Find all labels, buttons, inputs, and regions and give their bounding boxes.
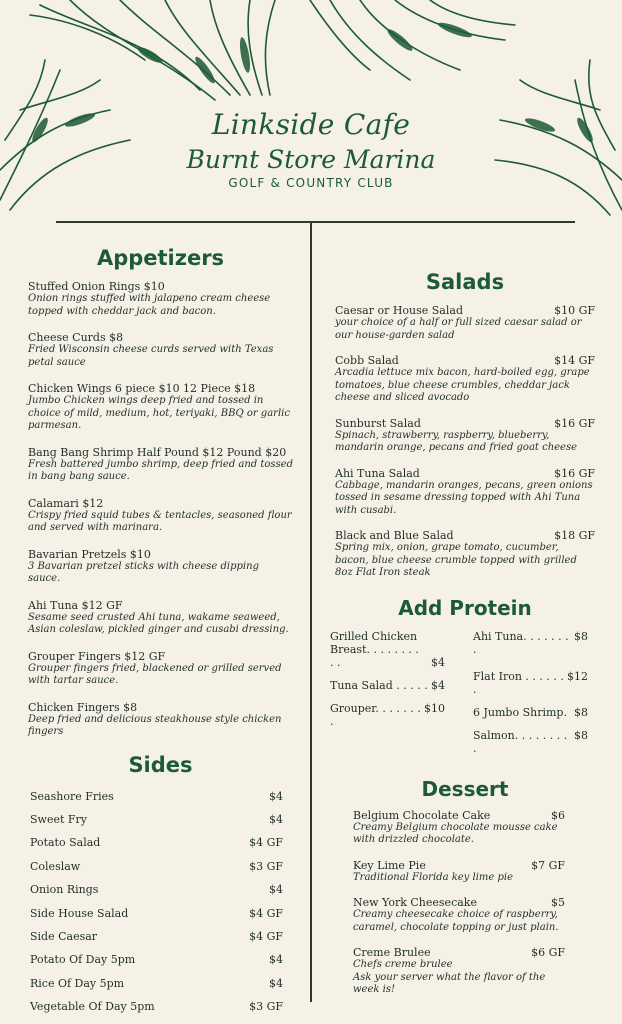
appetizer-item [28, 280, 293, 318]
protein-price: $8 [574, 629, 588, 643]
appetizer-desc: Fresh battered jumbo shrimp, deep fried and tossed in bang bang sauce. [28, 458, 293, 482]
protein-item [473, 670, 588, 696]
salad-name: Cobb Salad [335, 354, 399, 367]
protein-item [330, 702, 445, 728]
protein-item [473, 706, 588, 719]
appetizer-name: Chicken Wings 6 piece $10 12 Piece $18 [28, 382, 256, 395]
dessert-name: New York Cheesecake [353, 896, 477, 909]
protein-list [330, 630, 588, 765]
salads-title: Salads [425, 270, 505, 294]
side-item [30, 855, 293, 878]
protein-price: $8 [574, 728, 588, 742]
protein-item [473, 729, 588, 755]
appetizer-desc: Deep fried and delicious steakhouse style chicken fingers [28, 713, 282, 737]
protein-price: $10 [424, 701, 445, 715]
marina-name: Burnt Store Marina [186, 145, 436, 174]
protein-name: Grouper. . . . . . . . [330, 701, 421, 728]
side-name: Onion Rings [30, 883, 99, 897]
salad-desc: Cabbage, mandarin oranges, pecans, green onions tossed in sesame dressing topped with Ahi Tuna with cusabi. [335, 479, 593, 516]
side-price: $4 [269, 789, 283, 803]
appetizers-title: Appetizers [96, 246, 225, 270]
salad-name: Caesar or House Salad [335, 304, 463, 317]
protein-price: $4 [431, 678, 445, 692]
protein-name: Grilled Chicken Breast. . . . . . . . . . [330, 629, 419, 669]
dessert-title: Dessert [421, 776, 509, 801]
cafe-name: Linkside Cafe [211, 108, 411, 141]
dessert-price: $5 [551, 896, 565, 909]
dessert-item [353, 859, 595, 885]
side-item [30, 878, 293, 901]
appetizer-name: Calamari $12 [28, 496, 104, 510]
appetizer-item [28, 331, 293, 369]
side-name: Side Caesar [30, 930, 98, 944]
dessert-price: $7 GF [531, 858, 565, 872]
appetizer-name: Chicken Fingers $8 [28, 700, 138, 714]
protein-price: $8 [574, 705, 588, 719]
header [0, 108, 622, 190]
side-item [30, 785, 293, 808]
side-name: Sweet Fry [30, 813, 87, 827]
side-price: $4 [269, 813, 283, 827]
dessert-desc: Creamy Belgium chocolate mousse cake with drizzled chocolate. [353, 821, 558, 845]
protein-item [330, 679, 445, 692]
protein-title: Add Protein [398, 595, 532, 620]
salad-desc: Spring mix, onion, grape tomato, cucumber, bacon, blue cheese crumble topped with grilled 8oz Flat Iron steak [335, 542, 577, 578]
protein-price: $12 [567, 669, 588, 683]
side-item [30, 972, 293, 995]
sides-title: Sides [128, 752, 193, 777]
dessert-price: $6 GF [531, 946, 565, 959]
side-item [30, 925, 293, 948]
appetizers-list [28, 280, 293, 739]
side-price: $4 [269, 976, 283, 990]
dessert-list [335, 809, 595, 997]
dessert-desc: Chefs creme brulee Ask your server what the flavor of the week is! [353, 959, 546, 995]
salad-item [335, 467, 595, 518]
appetizer-name: Stuffed Onion Rings $10 [28, 280, 165, 293]
appetizer-desc: Jumbo Chicken wings deep fried and tossed in choice of mild, medium, hot, teriyaki, BBQ or garlic parmesan. [28, 395, 290, 431]
salad-item [335, 417, 595, 455]
salad-price: $16 GF [554, 466, 595, 480]
dessert-desc: Traditional Florida key lime pie [353, 871, 514, 883]
side-name: Side House Salad [30, 906, 129, 920]
appetizer-desc: Onion rings stuffed with jalapeno cream cheese topped with cheddar jack and bacon. [28, 293, 271, 317]
appetizer-item [28, 382, 293, 433]
salad-name: Sunburst Salad [335, 416, 421, 430]
appetizer-desc: Fried Wisconsin cheese curds served with Texas petal sauce [28, 344, 274, 368]
dessert-name: Creme Brulee [353, 946, 431, 959]
salads-list [335, 304, 595, 580]
protein-name: Tuna Salad . . . . . [330, 678, 428, 692]
side-item [30, 808, 293, 831]
dessert-item [353, 896, 595, 934]
side-name: Seashore Fries [30, 789, 114, 803]
salad-item [335, 529, 595, 580]
dessert-item [353, 809, 595, 847]
side-name: Potato Salad [30, 836, 101, 850]
salad-name: Ahi Tuna Salad [335, 466, 420, 480]
side-item [30, 948, 293, 971]
dessert-price: $6 [551, 808, 565, 822]
dessert-name: Belgium Chocolate Cake [353, 808, 491, 822]
protein-column-right [473, 630, 588, 765]
side-price: $3 GF [249, 859, 283, 873]
side-price: $4 GF [249, 836, 283, 850]
salad-name: Black and Blue Salad [335, 529, 454, 542]
appetizer-desc: Crispy fried squid tubes & tentacles, seasoned flour and served with marinara. [28, 509, 292, 533]
dessert-name: Key Lime Pie [353, 858, 426, 872]
salad-item [335, 304, 595, 342]
appetizer-item [28, 701, 293, 739]
horizontal-divider [56, 221, 575, 223]
vertical-divider [310, 222, 312, 1002]
salad-price: $18 GF [554, 529, 595, 542]
side-name: Coleslaw [30, 859, 81, 873]
protein-name: Salmon. . . . . . . . . [473, 728, 568, 755]
protein-item [473, 630, 588, 656]
appetizer-name: Ahi Tuna $12 GF [28, 598, 123, 612]
salad-price: $16 GF [554, 416, 595, 430]
appetizer-desc: Grouper fingers fried, blackened or grilled served with tartar sauce. [28, 662, 282, 686]
right-column [330, 270, 595, 997]
appetizer-name: Bavarian Pretzels $10 [28, 547, 151, 561]
protein-name: Flat Iron . . . . . . . [473, 669, 564, 696]
club-name: GOLF & COUNTRY CLUB [228, 176, 394, 190]
salad-price: $10 GF [554, 304, 595, 317]
side-price: $3 GF [249, 1000, 283, 1014]
protein-item [330, 630, 445, 669]
salad-item [335, 354, 595, 405]
appetizer-name: Grouper Fingers $12 GF [28, 649, 166, 663]
appetizer-name: Cheese Curds $8 [28, 331, 124, 344]
dessert-item [353, 946, 595, 997]
appetizer-desc: 3 Bavarian pretzel sticks with cheese dipping sauce. [28, 560, 259, 584]
sides-list [28, 785, 293, 1019]
side-price: $4 [269, 953, 283, 967]
appetizer-item [28, 599, 293, 637]
salad-price: $14 GF [554, 354, 595, 367]
appetizer-item [28, 446, 293, 484]
side-name: Rice Of Day 5pm [30, 976, 125, 990]
side-price: $4 [269, 883, 283, 897]
side-name: Potato Of Day 5pm [30, 953, 136, 967]
appetizer-item [28, 548, 293, 586]
side-item [30, 901, 293, 924]
side-name: Vegetable Of Day 5pm [30, 1000, 155, 1014]
appetizer-item [28, 497, 293, 535]
dessert-desc: Creamy cheesecake choice of raspberry, caramel, chocolate topping or just plain. [353, 909, 559, 933]
left-column [28, 246, 293, 1018]
appetizer-name: Bang Bang Shrimp Half Pound $12 Pound $20 [28, 445, 287, 459]
protein-name: 6 Jumbo Shrimp. [473, 705, 567, 719]
protein-price: $4 [431, 655, 445, 669]
protein-column-left [330, 630, 445, 765]
side-price: $4 GF [249, 906, 283, 920]
salad-desc: your choice of a half or full sized caesar salad or our house-garden salad [335, 317, 582, 341]
side-item [30, 995, 293, 1018]
appetizer-desc: Sesame seed crusted Ahi tuna, wakame seaweed, Asian coleslaw, pickled ginger and cusabi dressing. [28, 611, 289, 635]
side-item [30, 831, 293, 854]
salad-desc: Arcadia lettuce mix bacon, hard-boiled egg, grape tomatoes, blue cheese crumbles, cheddar jack cheese and sliced avocado [335, 367, 590, 403]
salad-desc: Spinach, strawberry, raspberry, blueberry, mandarin orange, pecans and fried goat cheese [335, 429, 578, 453]
protein-name: Ahi Tuna. . . . . . . . [473, 629, 569, 656]
appetizer-item [28, 650, 293, 688]
side-price: $4 GF [249, 930, 283, 944]
